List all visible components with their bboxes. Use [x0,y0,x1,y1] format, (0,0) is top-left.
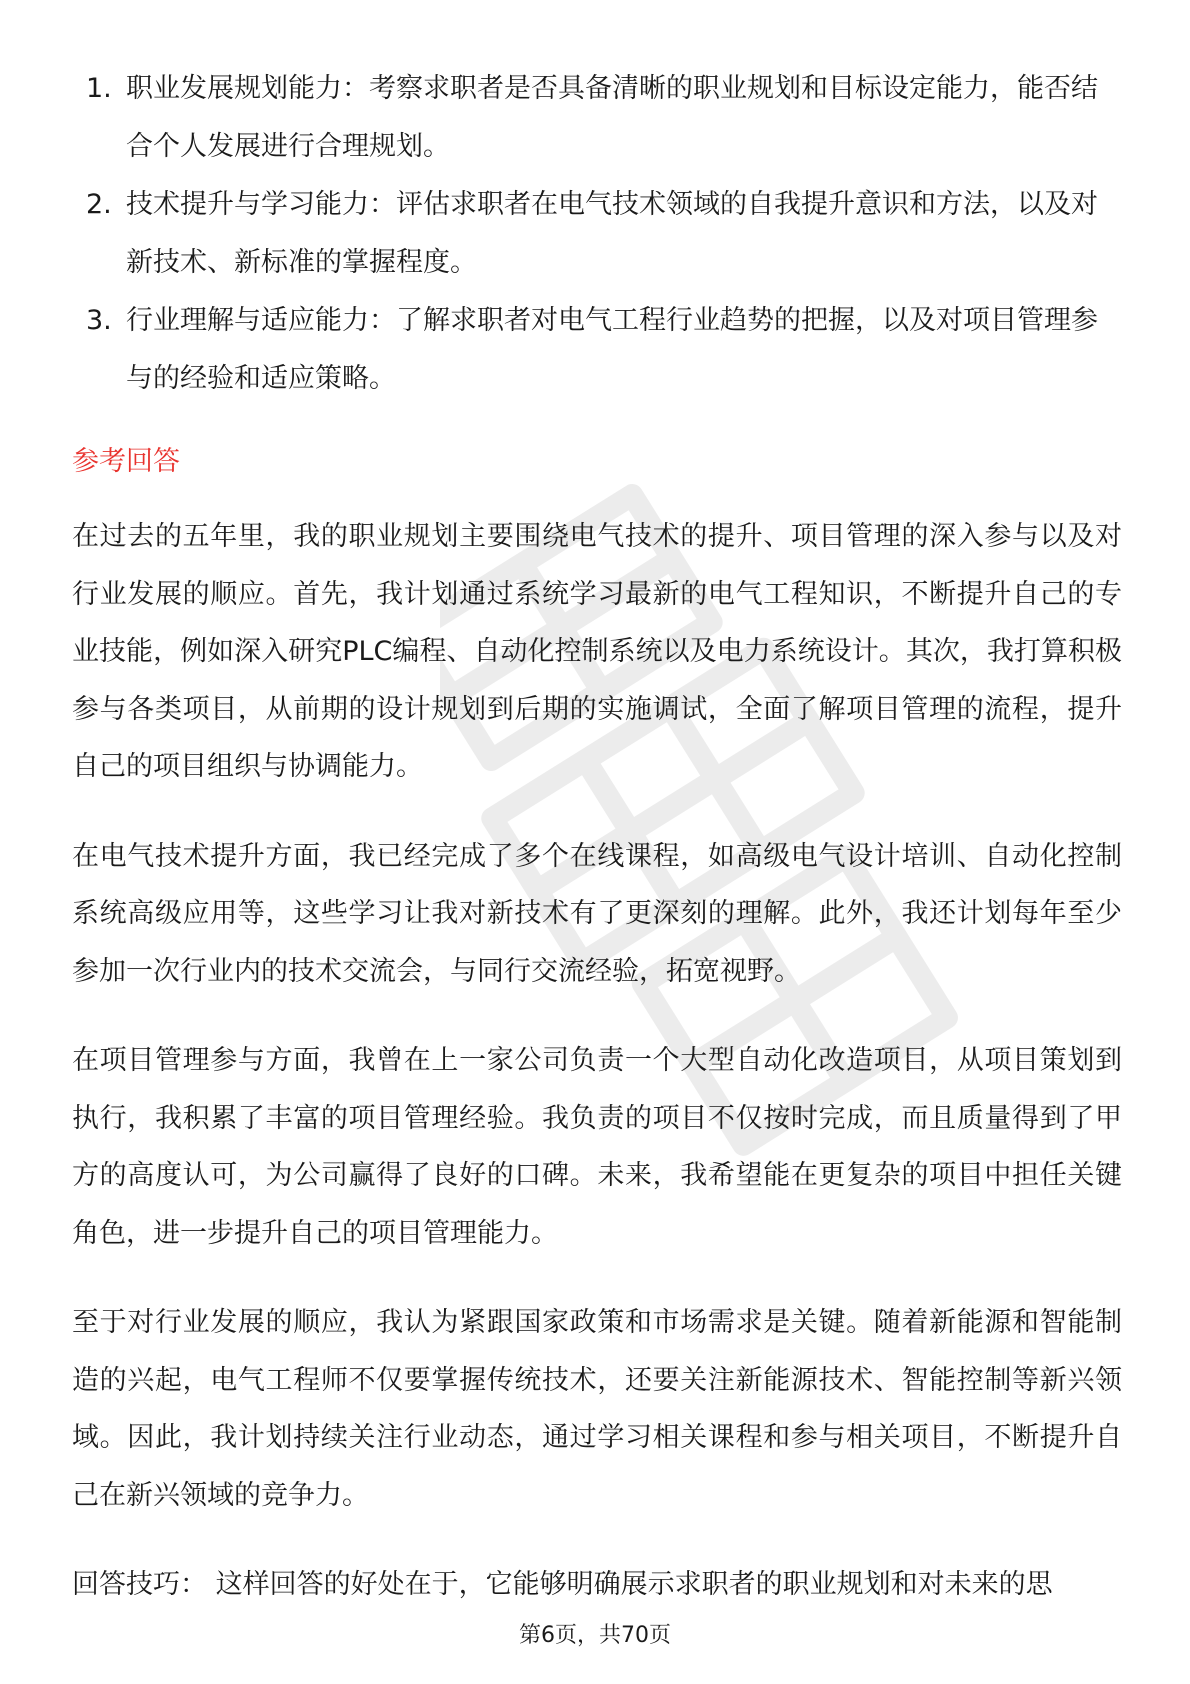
list-item [72,60,1122,176]
list-item-number: 2. [86,189,112,220]
answer-paragraph: 至于对行业发展的顺应，我认为紧跟国家政策和市场需求是关键。随着新能源和智能制造的兴起，电气工程师不仅要掌握传统技术，还要关注新能源技术、智能控制等新兴领域。因此，我计划持续关注行业动态，通过学习相关课程和参与相关项目，不断提升自己在新兴领域的竞争力。 [72,1307,1122,1511]
section-title: 参考回答 [72,446,180,477]
list-item-text: 技术提升与学习能力：评估求职者在电气技术领域的自我提升意识和方法，以及对新技术、新标准的掌握程度。 [126,189,1098,278]
answer-paragraph: 在项目管理参与方面，我曾在上一家公司负责一个大型自动化改造项目，从项目策划到执行，我积累了丰富的项目管理经验。我负责的项目不仅按时完成，而且质量得到了甲方的高度认可，为公司赢得了良好的口碑。未来，我希望能在更复杂的项目中担任关键角色，进一步提升自己的项目管理能力。 [72,1045,1122,1249]
list-item [72,176,1122,292]
page-number: 第6页，共70页 [519,1623,671,1648]
answer-paragraph: 在过去的五年里，我的职业规划主要围绕电气技术的提升、项目管理的深入参与以及对行业发展的顺应。首先，我计划通过系统学习最新的电气工程知识，不断提升自己的专业技能，例如深入研究PLC编程、自动化控制系统以及电力系统设计。其次，我打算积极参与各类项目，从前期的设计规划到后期的实施调试，全面了解项目管理的流程，提升自己的项目组织与协调能力。 [72,521,1122,782]
list-item [72,292,1122,408]
list-item-text: 职业发展规划能力：考察求职者是否具备清晰的职业规划和目标设定能力，能否结合个人发展进行合理规划。 [126,73,1098,162]
list-item-text: 行业理解与适应能力：了解求职者对电气工程行业趋势的把握，以及对项目管理参与的经验和适应策略。 [126,305,1098,394]
answer-paragraph: 在电气技术提升方面，我已经完成了多个在线课程，如高级电气设计培训、自动化控制系统高级应用等，这些学习让我对新技术有了更深刻的理解。此外，我还计划每年至少参加一次行业内的技术交流会，与同行交流经验，拓宽视野。 [72,840,1122,987]
main-content [72,60,1122,1614]
list-item-number: 3. [86,305,112,336]
answer-tip: 回答技巧： 这样回答的好处在于，它能够明确展示求职者的职业规划和对未来的思 [72,1569,1053,1600]
criteria-list [72,60,1122,408]
list-item-number: 1. [86,73,112,104]
